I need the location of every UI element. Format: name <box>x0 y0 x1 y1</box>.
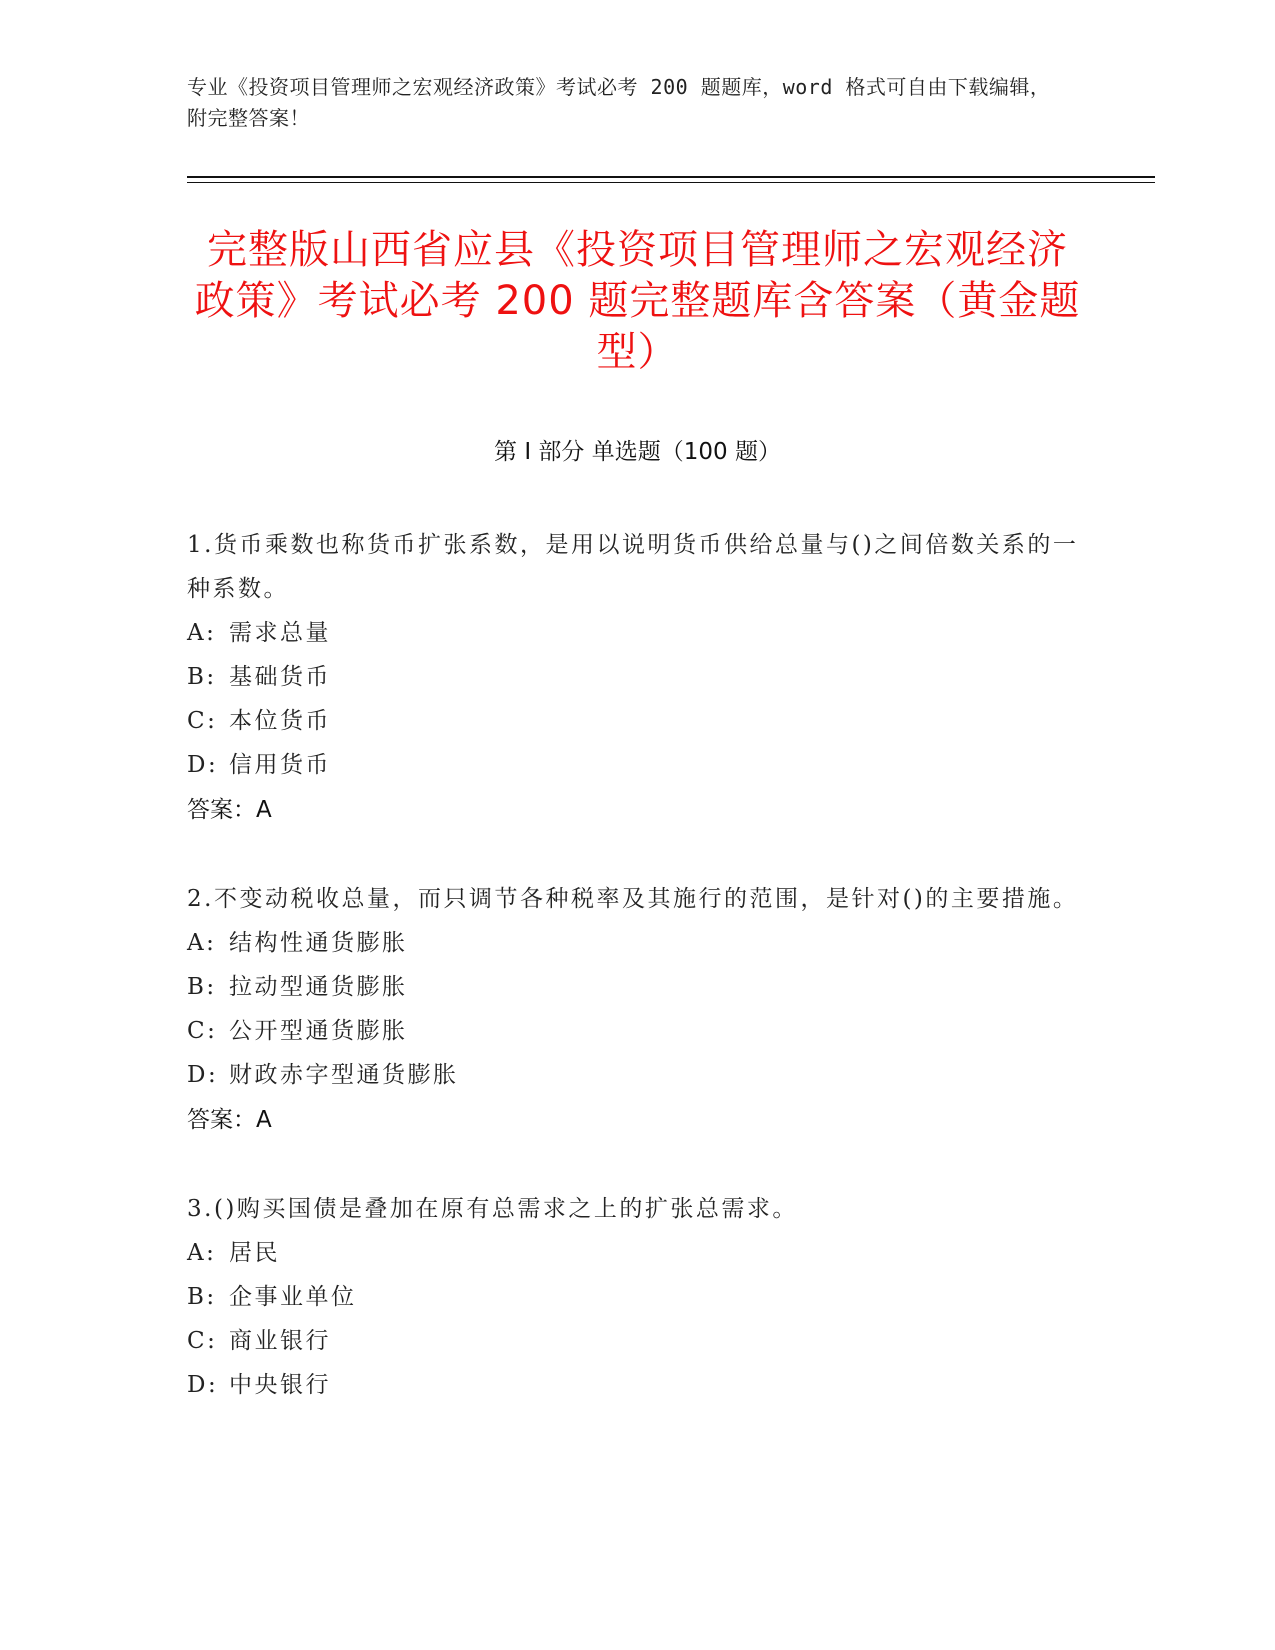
option-c <box>187 1009 1087 1053</box>
option-a <box>187 1231 1087 1275</box>
question-2 <box>187 877 1087 1143</box>
option-text: 基础货币 <box>229 664 331 690</box>
option-key: B: <box>187 974 217 1000</box>
option-d <box>187 1053 1087 1097</box>
option-text: 公开型通货膨胀 <box>229 1018 408 1044</box>
question-1 <box>187 523 1087 833</box>
option-text: 信用货币 <box>229 752 331 778</box>
option-c <box>187 699 1087 743</box>
option-text: 财政赤字型通货膨胀 <box>229 1062 459 1088</box>
option-text: 居民 <box>229 1240 280 1266</box>
option-key: D: <box>187 1062 219 1088</box>
document-title: 完整版山西省应县《投资项目管理师之宏观经济政策》考试必考 200 题完整题库含答案（黄金题型） <box>194 227 1081 375</box>
option-text: 拉动型通货膨胀 <box>229 974 408 1000</box>
question-stem: 2.不变动税收总量，而只调节各种税率及其施行的范围，是针对()的主要措施。 <box>187 886 1079 912</box>
option-b <box>187 1275 1087 1319</box>
answer-line: 答案：A <box>187 1107 272 1133</box>
option-key: B: <box>187 1284 217 1310</box>
option-key: B: <box>187 664 217 690</box>
option-b <box>187 655 1087 699</box>
option-c <box>187 1319 1087 1363</box>
option-a <box>187 921 1087 965</box>
option-text: 商业银行 <box>229 1328 331 1354</box>
header-note: 专业《投资项目管理师之宏观经济政策》考试必考 200 题题库，word 格式可自由下载编辑，附完整答案！ <box>187 75 1051 130</box>
option-b <box>187 965 1087 1009</box>
option-text: 中央银行 <box>229 1372 331 1398</box>
option-a <box>187 611 1087 655</box>
option-text: 企事业单位 <box>229 1284 357 1310</box>
option-text: 本位货币 <box>229 708 331 734</box>
header-rule-thin <box>187 182 1155 183</box>
option-key: A: <box>187 930 217 956</box>
option-text: 结构性通货膨胀 <box>229 930 408 956</box>
option-d <box>187 743 1087 787</box>
question-stem: 1.货币乘数也称货币扩张系数，是用以说明货币供给总量与()之间倍数关系的一种系数。 <box>187 532 1079 602</box>
question-list <box>187 523 1087 1451</box>
option-text: 需求总量 <box>229 620 331 646</box>
question-3 <box>187 1187 1087 1407</box>
option-key: C: <box>187 708 218 734</box>
header-rule-thick <box>187 176 1155 178</box>
option-key: C: <box>187 1018 218 1044</box>
option-key: A: <box>187 1240 217 1266</box>
part-heading: 第 I 部分 单选题（100 题） <box>494 439 781 465</box>
option-key: C: <box>187 1328 218 1354</box>
option-d <box>187 1363 1087 1407</box>
question-stem: 3.()购买国债是叠加在原有总需求之上的扩张总需求。 <box>187 1196 798 1222</box>
option-key: D: <box>187 752 219 778</box>
answer-line: 答案：A <box>187 797 272 823</box>
option-key: A: <box>187 620 217 646</box>
option-key: D: <box>187 1372 219 1398</box>
